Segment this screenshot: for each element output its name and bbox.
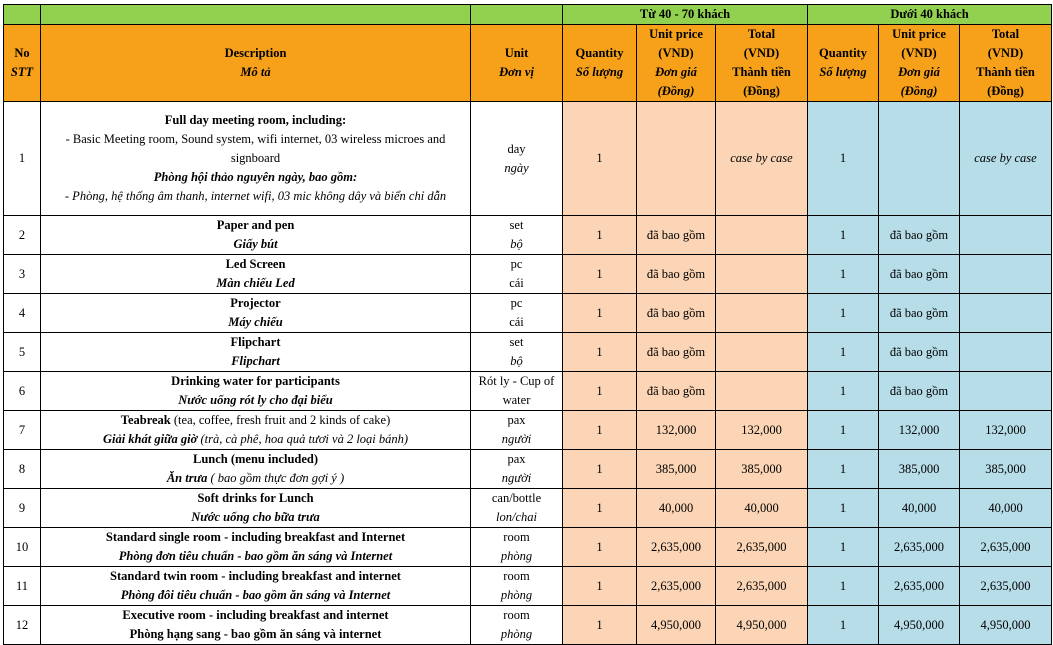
col-header-unit-price-b: Unit price (VND) Đơn giá (Đồng) bbox=[879, 25, 960, 102]
total-b: 4,950,000 bbox=[960, 606, 1052, 645]
qty-b: 1 bbox=[808, 255, 879, 294]
total-b bbox=[960, 333, 1052, 372]
unit-price-b: đã bao gồm bbox=[879, 294, 960, 333]
qty-a: 1 bbox=[563, 489, 637, 528]
qty-b: 1 bbox=[808, 567, 879, 606]
total-a: case by case bbox=[716, 102, 808, 216]
qty-a: 1 bbox=[563, 216, 637, 255]
table-row bbox=[4, 333, 1052, 372]
qty-a: 1 bbox=[563, 255, 637, 294]
total-a bbox=[716, 216, 808, 255]
qty-b: 1 bbox=[808, 294, 879, 333]
row-number: 3 bbox=[4, 255, 41, 294]
row-description: Projector Máy chiếu bbox=[41, 294, 471, 333]
total-b: case by case bbox=[960, 102, 1052, 216]
unit-price-a: đã bao gồm bbox=[637, 294, 716, 333]
total-b: 2,635,000 bbox=[960, 567, 1052, 606]
row-description: Flipchart Flipchart bbox=[41, 333, 471, 372]
row-description: Executive room - including breakfast and internet Phòng hạng sang - bao gồm ăn sáng và internet bbox=[41, 606, 471, 645]
row-unit: room phòng bbox=[471, 606, 563, 645]
qty-a: 1 bbox=[563, 567, 637, 606]
row-number: 4 bbox=[4, 294, 41, 333]
row-description: Teabreak (tea, coffee, fresh fruit and 2 kinds of cake) Giải khát giữa giờ (trà, cà phê, hoa quả tươi và 2 loại bánh) bbox=[41, 411, 471, 450]
unit-price-a: đã bao gồm bbox=[637, 372, 716, 411]
col-header-unit: Unit Đơn vị bbox=[471, 25, 563, 102]
row-number: 2 bbox=[4, 216, 41, 255]
table-row bbox=[4, 606, 1052, 645]
qty-b: 1 bbox=[808, 606, 879, 645]
col-header-total-a: Total (VND) Thành tiền (Đồng) bbox=[716, 25, 808, 102]
total-a bbox=[716, 333, 808, 372]
row-unit: day ngày bbox=[471, 102, 563, 216]
qty-a: 1 bbox=[563, 372, 637, 411]
qty-a: 1 bbox=[563, 102, 637, 216]
row-number: 9 bbox=[4, 489, 41, 528]
row-unit: room phòng bbox=[471, 567, 563, 606]
row-number: 10 bbox=[4, 528, 41, 567]
table-row bbox=[4, 255, 1052, 294]
total-b bbox=[960, 372, 1052, 411]
row-number: 5 bbox=[4, 333, 41, 372]
table-row bbox=[4, 411, 1052, 450]
total-a: 4,950,000 bbox=[716, 606, 808, 645]
table-row bbox=[4, 216, 1052, 255]
row-description: Soft drinks for Lunch Nước uống cho bữa trưa bbox=[41, 489, 471, 528]
unit-price-b: đã bao gồm bbox=[879, 216, 960, 255]
total-b: 385,000 bbox=[960, 450, 1052, 489]
total-b: 132,000 bbox=[960, 411, 1052, 450]
row-description: Standard single room - including breakfast and Internet Phòng đơn tiêu chuẩn - bao gồm ăn sáng và Internet bbox=[41, 528, 471, 567]
qty-b: 1 bbox=[808, 489, 879, 528]
row-unit: room phòng bbox=[471, 528, 563, 567]
unit-price-a: 385,000 bbox=[637, 450, 716, 489]
price-table bbox=[3, 4, 1052, 645]
row-description: Lunch (menu included) Ăn trưa ( bao gồm thực đơn gợi ý ) bbox=[41, 450, 471, 489]
unit-price-b: 2,635,000 bbox=[879, 567, 960, 606]
unit-price-b: đã bao gồm bbox=[879, 333, 960, 372]
total-a: 385,000 bbox=[716, 450, 808, 489]
total-a bbox=[716, 294, 808, 333]
header-blank-cell bbox=[471, 5, 563, 25]
col-header-quantity-a: Quantity Số lượng bbox=[563, 25, 637, 102]
row-unit: set bộ bbox=[471, 216, 563, 255]
unit-price-a: đã bao gồm bbox=[637, 333, 716, 372]
row-unit: pax người bbox=[471, 411, 563, 450]
col-header-description: Description Mô tả bbox=[41, 25, 471, 102]
row-description: Paper and pen Giấy bút bbox=[41, 216, 471, 255]
row-unit: can/bottle lon/chai bbox=[471, 489, 563, 528]
row-unit: pc cái bbox=[471, 294, 563, 333]
unit-price-a: 2,635,000 bbox=[637, 528, 716, 567]
total-a: 2,635,000 bbox=[716, 528, 808, 567]
header-blank-cell bbox=[41, 5, 471, 25]
total-a: 2,635,000 bbox=[716, 567, 808, 606]
unit-price-a bbox=[637, 102, 716, 216]
row-number: 1 bbox=[4, 102, 41, 216]
qty-b: 1 bbox=[808, 372, 879, 411]
total-a bbox=[716, 372, 808, 411]
total-b: 40,000 bbox=[960, 489, 1052, 528]
unit-price-b bbox=[879, 102, 960, 216]
row-description: Standard twin room - including breakfast and internet Phòng đôi tiêu chuẩn - bao gồm ăn sáng và Internet bbox=[41, 567, 471, 606]
total-b bbox=[960, 294, 1052, 333]
col-header-quantity-b: Quantity Số lượng bbox=[808, 25, 879, 102]
row-unit: pc cái bbox=[471, 255, 563, 294]
row-unit: pax người bbox=[471, 450, 563, 489]
unit-price-b: 132,000 bbox=[879, 411, 960, 450]
qty-a: 1 bbox=[563, 450, 637, 489]
unit-price-a: 40,000 bbox=[637, 489, 716, 528]
unit-price-a: đã bao gồm bbox=[637, 216, 716, 255]
row-unit: set bộ bbox=[471, 333, 563, 372]
table-row bbox=[4, 294, 1052, 333]
unit-price-b: 40,000 bbox=[879, 489, 960, 528]
table-row bbox=[4, 567, 1052, 606]
qty-a: 1 bbox=[563, 528, 637, 567]
table-row bbox=[4, 489, 1052, 528]
row-number: 6 bbox=[4, 372, 41, 411]
unit-price-a: 2,635,000 bbox=[637, 567, 716, 606]
table-row bbox=[4, 528, 1052, 567]
qty-a: 1 bbox=[563, 606, 637, 645]
qty-b: 1 bbox=[808, 333, 879, 372]
row-number: 11 bbox=[4, 567, 41, 606]
unit-price-b: 385,000 bbox=[879, 450, 960, 489]
unit-price-b: đã bao gồm bbox=[879, 255, 960, 294]
table-row bbox=[4, 450, 1052, 489]
group-header-40-70: Từ 40 - 70 khách bbox=[563, 5, 808, 25]
qty-b: 1 bbox=[808, 216, 879, 255]
table-row bbox=[4, 102, 1052, 216]
total-b: 2,635,000 bbox=[960, 528, 1052, 567]
qty-a: 1 bbox=[563, 333, 637, 372]
group-header-under-40: Dưới 40 khách bbox=[808, 5, 1052, 25]
unit-price-a: đã bao gồm bbox=[637, 255, 716, 294]
unit-price-b: 2,635,000 bbox=[879, 528, 960, 567]
total-a bbox=[716, 255, 808, 294]
qty-a: 1 bbox=[563, 411, 637, 450]
qty-b: 1 bbox=[808, 102, 879, 216]
total-b bbox=[960, 255, 1052, 294]
unit-price-a: 4,950,000 bbox=[637, 606, 716, 645]
row-number: 8 bbox=[4, 450, 41, 489]
col-header-no: No STT bbox=[4, 25, 41, 102]
unit-price-b: 4,950,000 bbox=[879, 606, 960, 645]
row-description: Led Screen Màn chiếu Led bbox=[41, 255, 471, 294]
qty-b: 1 bbox=[808, 528, 879, 567]
row-number: 12 bbox=[4, 606, 41, 645]
col-header-total-b: Total (VND) Thành tiền (Đồng) bbox=[960, 25, 1052, 102]
qty-b: 1 bbox=[808, 450, 879, 489]
qty-a: 1 bbox=[563, 294, 637, 333]
row-description: Full day meeting room, including: - Basic Meeting room, Sound system, wifi internet, 03 wireless microes and signboard Phòng hội thảo nguyên ngày, bao gồm: - Phòng, hệ thống âm thanh, internet wifi, 03 mic không dây và biển chỉ dẫn bbox=[41, 102, 471, 216]
unit-price-a: 132,000 bbox=[637, 411, 716, 450]
qty-b: 1 bbox=[808, 411, 879, 450]
header-blank-cell bbox=[4, 5, 41, 25]
table-row bbox=[4, 372, 1052, 411]
unit-price-b: đã bao gồm bbox=[879, 372, 960, 411]
row-description: Drinking water for participants Nước uống rót ly cho đại biểu bbox=[41, 372, 471, 411]
row-unit: Rót ly - Cup of water bbox=[471, 372, 563, 411]
total-a: 40,000 bbox=[716, 489, 808, 528]
total-a: 132,000 bbox=[716, 411, 808, 450]
total-b bbox=[960, 216, 1052, 255]
row-number: 7 bbox=[4, 411, 41, 450]
col-header-unit-price-a: Unit price (VND) Đơn giá (Đồng) bbox=[637, 25, 716, 102]
